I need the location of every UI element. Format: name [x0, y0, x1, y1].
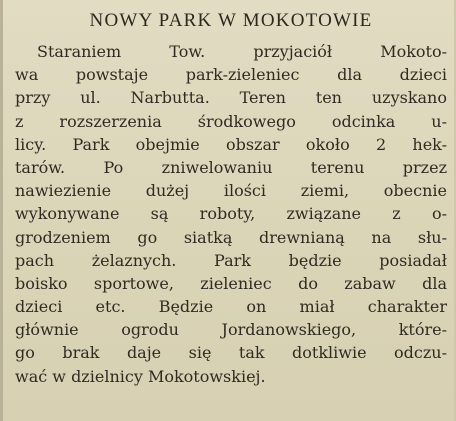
article-line: z rozszerzenia środkowego odcinka u- — [15, 111, 447, 131]
article-line: licy. Park obejmie obszar około 2 hek- — [15, 134, 447, 154]
article-line: pach żelaznych. Park będzie posiadał — [15, 250, 447, 270]
article-line: grodzeniem go siatką drewnianą na słu- — [15, 227, 447, 247]
article-line: przy ul. Narbutta. Teren ten uzyskano — [15, 88, 447, 108]
article-line: wa powstaje park-zieleniec dla dzieci — [15, 65, 447, 85]
article-line: tarów. Po zniwelowaniu terenu przez — [15, 157, 447, 177]
article-line: dzieci etc. Będzie on miał charakter — [15, 297, 447, 317]
article-body — [15, 40, 447, 388]
article-line: Staraniem Tow. przyjaciół Mokoto- — [37, 42, 447, 61]
article-line: go brak daje się tak dotkliwie odczu- — [15, 343, 447, 363]
article-line: głównie ogrodu Jordanowskiego, które- — [15, 320, 447, 340]
article-line: nawiezienie dużej ilości ziemi, obecnie — [15, 181, 447, 201]
article-line: wać w dzielnicy Mokotowskiej. — [15, 366, 266, 386]
article-line: boisko sportowe, zieleniec do zabaw dla — [15, 273, 447, 293]
article-line: wykonywane są roboty, związane z o- — [15, 204, 447, 224]
article-headline: NOWY PARK W MOKOTOWIE — [89, 10, 373, 31]
